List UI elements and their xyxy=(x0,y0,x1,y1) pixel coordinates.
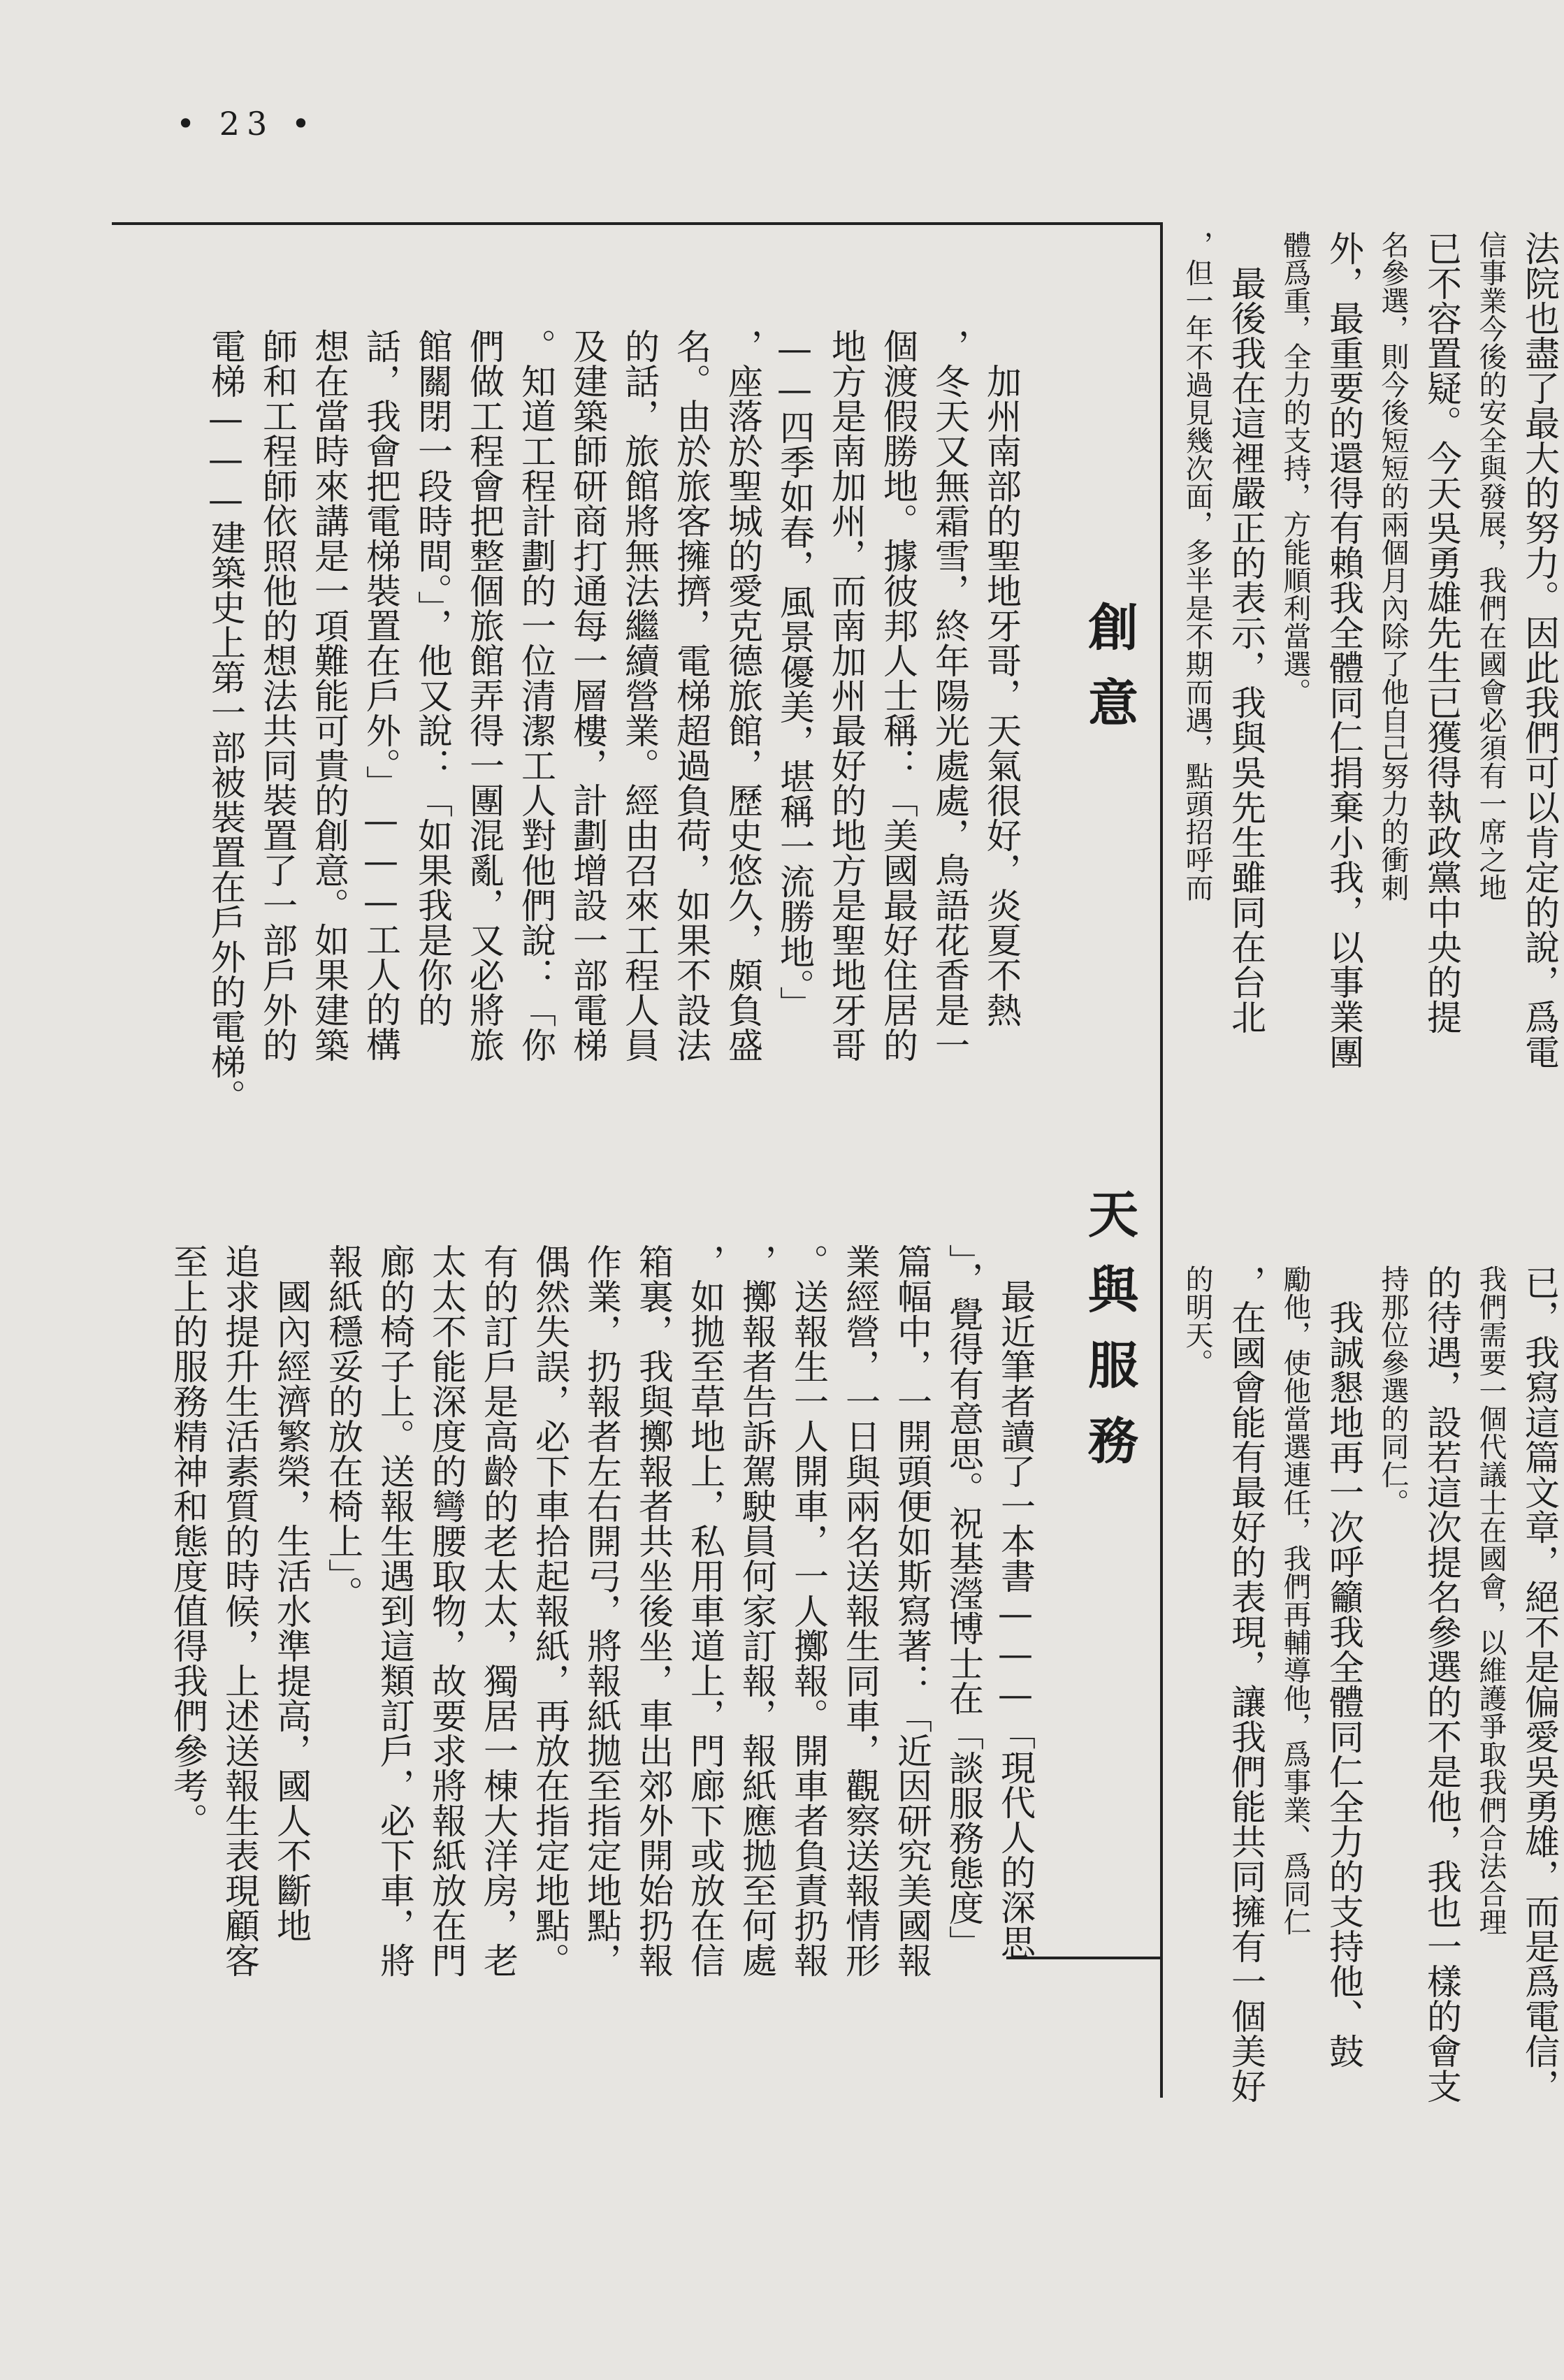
text-line: 篇幅中，一開頭便如斯寫著：「近因研究美國報 xyxy=(892,1244,932,1978)
creativity-article xyxy=(119,328,1027,1237)
service-title: 天與服務 xyxy=(1080,1188,1139,1490)
text-line: 想在當時來講是一項難能可貴的創意。如果建築 xyxy=(309,328,349,1062)
text-line: 廊的椅子上。送報生遇到這類訂戶，必下車，將 xyxy=(375,1244,415,1978)
text-line: 名參選，則今後短短的兩個月內除了他自己努力的衝刺 xyxy=(1377,231,1409,901)
text-line: 有的訂戶是高齡的老太太，獨居一棟大洋房，老 xyxy=(478,1244,519,1978)
text-line: 已，我寫這篇文章，絕不是偏愛吳勇雄，而是爲電信， xyxy=(1519,1265,1560,2103)
text-line: 的待遇，設若這次提名參選的不是他，我也一樣的會支 xyxy=(1421,1265,1462,2103)
text-line: ，在國會能有最好的表現，讓我們能共同擁有一個美好 xyxy=(1226,1265,1266,2103)
text-line: 名。由於旅客擁擠，電梯超過負荷，如果不設法 xyxy=(671,328,711,1062)
text-line: ，擲報者告訴駕駛員何家訂報，報紙應拋至何處 xyxy=(737,1244,777,1978)
service-article xyxy=(63,1244,1041,2166)
text-line: 最近筆者讀了一本書———「現代人的深思 xyxy=(995,1244,1036,1959)
page-number: • 23 • xyxy=(176,105,318,143)
text-line: 體爲重，全力的支持，方能順利當選。 xyxy=(1279,231,1311,706)
article-continued-upper xyxy=(1181,231,1564,1244)
text-line: 及建築師研商打通每一層樓，計劃增設一部電梯 xyxy=(567,328,608,1062)
text-line: 箱裏，我與擲報者共坐後坐，車出郊外開始扔報 xyxy=(633,1244,674,1978)
text-line: 追求提升生活素質的時候，上述送報生表現顧客 xyxy=(219,1244,260,1978)
article-continued-lower xyxy=(1181,1265,1564,2173)
text-line: 法院也盡了最大的努力。因此我們可以肯定的說，爲電 xyxy=(1519,231,1560,1069)
text-line: 師和工程師依照他的想法共同裝置了一部戶外的 xyxy=(257,328,298,1062)
text-line: 外，最重要的還得有賴我全體同仁捐棄小我，以事業團 xyxy=(1324,231,1364,1069)
text-line: ，如拋至草地上，私用車道上，門廊下或放在信 xyxy=(685,1244,725,1978)
text-line: 地方是南加州，而南加州最好的地方是聖地牙哥 xyxy=(826,328,867,1062)
text-line: ，座落於聖城的愛克德旅館，歷史悠久，頗負盛 xyxy=(723,328,763,1062)
text-line: 電梯———建築史上第一部被裝置在戶外的電梯。 xyxy=(205,328,246,1114)
text-line: 的明天。 xyxy=(1181,1265,1213,1377)
text-line: 至上的服務精神和態度值得我們參考。 xyxy=(168,1244,208,1838)
text-line: 」，覺得有意思。祝基瀅博士在「談服務態度」 xyxy=(943,1244,984,1960)
text-line: 的話，旅館將無法繼續營業。經由召來工程人員 xyxy=(619,328,660,1062)
text-line: 勵他，使他當選連任，我們再輔導他，爲事業、爲同仁 xyxy=(1279,1265,1311,1936)
text-line: 太太不能深度的彎腰取物，故要求將報紙放在門 xyxy=(426,1244,467,1978)
text-line: ，冬天又無霜雪，終年陽光處處，鳥語花香是一 xyxy=(929,328,970,1062)
text-line: 們做工程會把整個旅館弄得一團混亂，又必將旅 xyxy=(464,328,505,1062)
text-line: 偶然失誤，必下車拾起報紙，再放在指定地點。 xyxy=(530,1244,570,1978)
text-line: 我誠懇地再一次呼籲我全體同仁全力的支持他、鼓 xyxy=(1324,1265,1364,2068)
text-line: 業經營，一日與兩名送報生同車，觀察送報情形 xyxy=(840,1244,881,1978)
text-line: 最後我在這裡嚴正的表示，我與吳先生雖同在台北 xyxy=(1226,231,1266,1034)
text-line: 已不容置疑。今天吳勇雄先生已獲得執政黨中央的提 xyxy=(1421,231,1462,1034)
text-line: 作業，扔報者左右開弓，將報紙拋至指定地點， xyxy=(581,1244,622,1978)
text-line: 持那位參選的同仁。 xyxy=(1377,1265,1409,1516)
text-line: ，但一年不過見幾次面，多半是不期而遇，點頭招呼而 xyxy=(1181,231,1213,901)
text-line: 話，我會把電梯裝置在戶外。」———工人的構 xyxy=(361,328,401,1061)
text-line: 國內經濟繁榮，生活水準提高，國人不斷地 xyxy=(271,1244,312,1943)
text-line: 。知道工程計劃的一位清潔工人對他們說：「你 xyxy=(516,328,556,1062)
text-line: 個渡假勝地。據彼邦人士稱：「美國最好住居的 xyxy=(878,328,918,1062)
text-line: 加州南部的聖地牙哥，天氣很好，炎夏不熱 xyxy=(981,328,1022,1027)
text-line: 我們需要一個代議士在國會，以維護爭取我們合法合理 xyxy=(1475,1265,1507,1936)
text-line: 信事業今後的安全與發展，我們在國會必須有一席之地 xyxy=(1475,231,1507,901)
text-line: 報紙穩妥的放在椅上」。 xyxy=(323,1244,363,1611)
creativity-title: 創意 xyxy=(1080,601,1139,752)
text-line: ——四季如春，風景優美，堪稱一流勝地。」 xyxy=(774,328,815,1021)
text-line: 館關閉一段時間。」，他又說：「如果我是你的 xyxy=(412,328,453,1027)
text-line: 。送報生一人開車，一人擲報。開車者負責扔報 xyxy=(788,1244,829,1978)
